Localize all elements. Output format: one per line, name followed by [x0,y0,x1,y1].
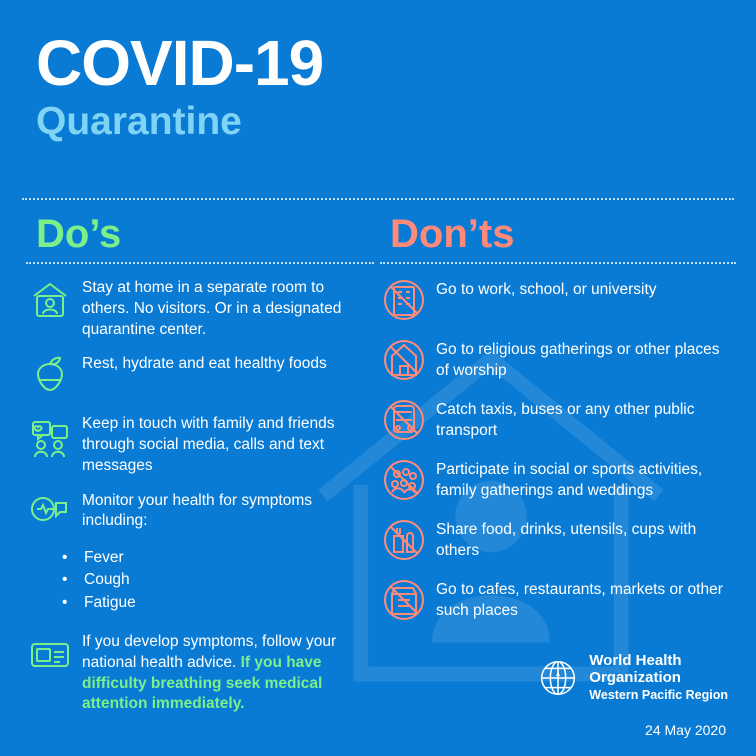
social-media-chat-icon [26,412,74,460]
advice-text-plain: If you develop symptoms, follow your national health advice. [82,633,337,671]
list-item [26,628,374,715]
no-cafes-markets-icon [380,576,428,624]
home-person-icon [26,276,74,324]
list-item-text: Go to work, school, or university [436,281,657,298]
no-sharing-food-icon [380,516,428,564]
org-line-3: Western Pacific Region [589,688,728,702]
header [36,27,324,144]
who-logo-text [589,653,728,702]
list-item-text: Keep in touch with family and friends through social media, calls and text messages [82,415,335,474]
bullet-item: • Cough [62,569,374,591]
list-item [26,487,374,537]
dos-heading: Do’s [36,212,122,256]
no-public-transport-icon [380,396,428,444]
donts-list [380,274,736,624]
list-item-text: Stay at home in a separate room to others. No visitors. Or in a designated quarantine center. [82,279,342,338]
list-item [380,274,736,324]
list-item [380,394,736,444]
no-work-school-icon [380,276,428,324]
donts-heading: Don’ts [390,212,515,256]
dos-rule [26,262,374,264]
list-item-text: Rest, hydrate and eat healthy foods [82,355,327,373]
list-item-text: Monitor your health for symptoms including: [82,491,313,530]
list-item-text: Go to cafes, restaurants, markets or other such places [436,581,723,619]
list-item [380,334,736,384]
list-item [380,454,736,504]
list-item [26,410,374,476]
dos-column [26,212,374,725]
page-title: COVID-19 [36,27,324,99]
health-monitor-icon [26,489,74,537]
list-item-text: Catch taxis, buses or any other public transport [436,401,695,439]
bullet-item: • Fatigue [62,592,374,614]
list-item-text: Participate in social or sports activities, family gatherings and weddings [436,461,703,499]
who-emblem-icon [535,655,581,701]
list-item-text: Share food, drinks, utensils, cups with others [436,521,697,559]
donts-column [380,212,736,634]
list-item [26,350,374,400]
advice-text-highlight: If you have difficulty breathing seek medical attention immediately. [82,653,323,713]
healthy-food-icon [26,352,74,400]
donts-rule [380,262,736,264]
bullet-item: • Fever [62,547,374,569]
list-item-text [82,628,374,715]
list-item [26,274,374,340]
who-logo [535,653,728,702]
page-subtitle: Quarantine [36,100,242,144]
monitor-health-block [26,487,374,614]
dos-list [26,274,374,715]
list-item [380,514,736,564]
list-item-text: Go to religious gatherings or other places of worship [436,341,720,379]
publish-date: 24 May 2020 [645,722,726,738]
symptom-bullets [62,547,374,614]
header-divider [22,198,734,200]
org-line-2: Organization [589,669,681,687]
medical-advice-icon [26,630,74,678]
org-line-1: World Health [589,652,682,670]
list-item [380,574,736,624]
no-worship-icon [380,336,428,384]
no-gatherings-icon [380,456,428,504]
